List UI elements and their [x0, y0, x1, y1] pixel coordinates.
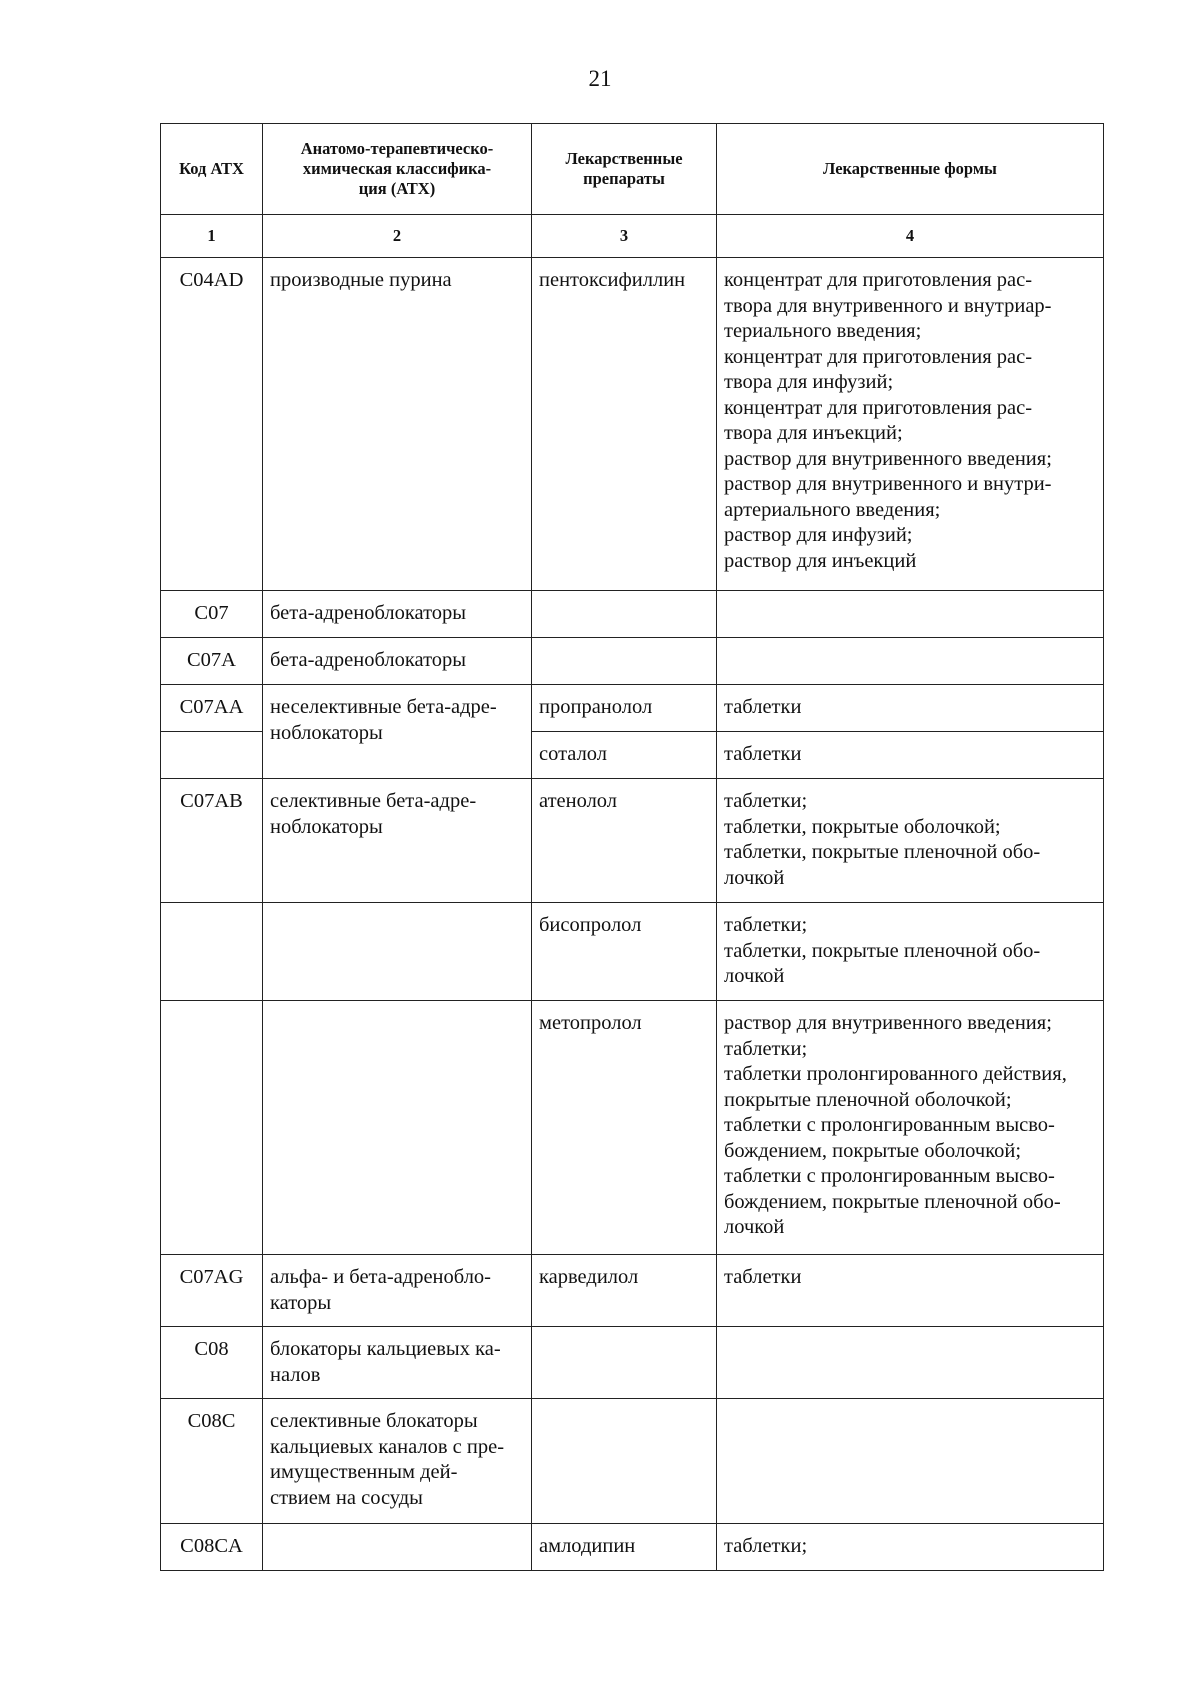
forms-cell [717, 638, 1104, 685]
header-classification-line: Анатомо-терапевтическо- [300, 139, 494, 158]
drug-cell: бисопролол [532, 903, 717, 1001]
forms-line: лочкой [724, 866, 785, 889]
drug-cell: метопролол [532, 1001, 717, 1255]
forms-line: лочкой [724, 965, 785, 987]
forms-cell [717, 1399, 1104, 1524]
forms-cell [717, 591, 1104, 638]
column-number: 1 [161, 215, 263, 258]
header-classification-line: химическая классифика- [302, 159, 492, 178]
drug-cell [532, 1399, 717, 1524]
column-number: 2 [263, 215, 532, 258]
atc-code-cell [161, 903, 263, 1001]
header-forms [717, 124, 1104, 215]
drug-cell [532, 591, 717, 638]
drug-cell: амлодипин [532, 1524, 717, 1571]
classification-line: ноблокаторы [270, 815, 383, 838]
drug-cell: пропранолол [532, 685, 717, 732]
forms-line: бождением, покрытые оболочкой; [724, 1139, 1022, 1162]
forms-cell [717, 1255, 1104, 1327]
atc-code-cell: C07AB [161, 779, 263, 903]
classification-line: кальциевых каналов с пре- [270, 1435, 505, 1458]
forms-line: таблетки; [724, 914, 808, 936]
classification-line: бета-адреноблокаторы [270, 649, 467, 671]
classification-line: ствием на сосуды [270, 1486, 423, 1509]
atc-code-cell: C08CA [161, 1524, 263, 1571]
classification-cell [263, 1001, 532, 1255]
forms-line: твора для инъекций; [724, 422, 903, 444]
forms-cell [717, 903, 1104, 1001]
atc-code-cell: C08 [161, 1327, 263, 1399]
table-row [161, 1001, 1104, 1255]
classification-cell [263, 685, 532, 779]
forms-line: таблетки; [724, 790, 808, 812]
table-row [161, 1524, 1104, 1571]
classification-line: ноблокаторы [270, 721, 383, 744]
classification-cell [263, 258, 532, 591]
forms-line: концентрат для приготовления рас- [724, 269, 1033, 291]
drug-cell: карведилол [532, 1255, 717, 1327]
header-forms-line: Лекарственные формы [823, 159, 997, 178]
forms-cell [717, 1524, 1104, 1571]
header-drugs-line: препараты [583, 169, 665, 188]
classification-line: производные пурина [270, 269, 452, 291]
atc-code-cell: C04AD [161, 258, 263, 591]
forms-line: твора для внутривенного и внутриар- [724, 294, 1052, 317]
forms-line: териального введения; [724, 320, 922, 342]
atc-code-cell: C07 [161, 591, 263, 638]
classification-line: альфа- и бета-адренобло- [270, 1266, 492, 1288]
forms-line: раствор для инъекций [724, 549, 917, 572]
header-classification-line: ция (АТХ) [358, 179, 436, 198]
forms-line: таблетки с пролонгированным высво- [724, 1114, 1055, 1136]
classification-cell [263, 591, 532, 638]
forms-line: таблетки; [724, 1535, 808, 1557]
atc-code-cell: C08C [161, 1399, 263, 1524]
atc-code-cell [161, 732, 263, 779]
table-row [161, 591, 1104, 638]
column-number-row [161, 215, 1104, 258]
forms-cell [717, 258, 1104, 591]
classification-cell [263, 779, 532, 903]
forms-line: раствор для внутривенного введения; [724, 1012, 1052, 1034]
atc-code-cell: C07AG [161, 1255, 263, 1327]
table-row [161, 638, 1104, 685]
forms-cell [717, 732, 1104, 779]
header-classification [263, 124, 532, 215]
column-number: 4 [717, 215, 1104, 258]
forms-line: таблетки пролонгированного действия, [724, 1063, 1067, 1085]
page-number: 21 [588, 66, 612, 91]
forms-line: концентрат для приготовления рас- [724, 345, 1033, 368]
classification-cell [263, 1327, 532, 1399]
forms-line: таблетки, покрытые пленочной обо- [724, 939, 1041, 962]
forms-line: артериального введения; [724, 498, 941, 521]
forms-line: раствор для инфузий; [724, 524, 913, 546]
header-drugs-line: Лекарственные [565, 149, 683, 168]
header-code [161, 124, 263, 215]
table-row [161, 1255, 1104, 1327]
classification-line: неселективные бета-адре- [270, 696, 497, 718]
classification-line: селективные бета-адре- [270, 790, 477, 812]
atc-table [160, 123, 1104, 1571]
header-code-line: Код АТХ [179, 159, 244, 178]
forms-line: таблетки, покрытые пленочной обо- [724, 841, 1041, 863]
forms-line: таблетки [724, 743, 802, 765]
classification-line: налов [270, 1363, 321, 1386]
forms-cell [717, 685, 1104, 732]
drug-cell: пентоксифиллин [532, 258, 717, 591]
forms-line: таблетки, покрытые оболочкой; [724, 815, 1001, 838]
classification-line: селективные блокаторы [270, 1410, 478, 1432]
forms-cell [717, 1001, 1104, 1255]
header-row [161, 124, 1104, 215]
table-row [161, 779, 1104, 903]
classification-cell [263, 903, 532, 1001]
forms-line: раствор для внутривенного и внутри- [724, 473, 1052, 495]
drug-cell: атенолол [532, 779, 717, 903]
atc-code-cell [161, 1001, 263, 1255]
classification-line: бета-адреноблокаторы [270, 602, 467, 624]
forms-line: таблетки; [724, 1037, 808, 1060]
table-row [161, 903, 1104, 1001]
header-drugs [532, 124, 717, 215]
table-body [161, 258, 1104, 1571]
forms-line: таблетки [724, 696, 802, 718]
forms-line: лочкой [724, 1216, 785, 1238]
table-row [161, 1399, 1104, 1524]
forms-cell [717, 779, 1104, 903]
column-number: 3 [532, 215, 717, 258]
forms-cell [717, 1327, 1104, 1399]
forms-line: таблетки с пролонгированным высво- [724, 1165, 1055, 1187]
table-row [161, 685, 1104, 732]
forms-line: бождением, покрытые пленочной обо- [724, 1190, 1061, 1213]
classification-line: имущественным дей- [270, 1461, 458, 1483]
table-row [161, 258, 1104, 591]
classification-cell [263, 1255, 532, 1327]
forms-line: покрытые пленочной оболочкой; [724, 1088, 1012, 1111]
drug-cell: соталол [532, 732, 717, 779]
atc-code-cell: C07AA [161, 685, 263, 732]
classification-cell [263, 638, 532, 685]
table-row [161, 1327, 1104, 1399]
classification-line: каторы [270, 1291, 332, 1314]
drug-cell [532, 638, 717, 685]
classification-cell [263, 1524, 532, 1571]
classification-line: блокаторы кальциевых ка- [270, 1338, 501, 1360]
forms-line: твора для инфузий; [724, 371, 894, 393]
forms-line: концентрат для приготовления рас- [724, 396, 1033, 419]
forms-line: раствор для внутривенного введения; [724, 447, 1052, 470]
drug-cell [532, 1327, 717, 1399]
forms-line: таблетки [724, 1266, 802, 1288]
classification-cell [263, 1399, 532, 1524]
atc-code-cell: C07A [161, 638, 263, 685]
